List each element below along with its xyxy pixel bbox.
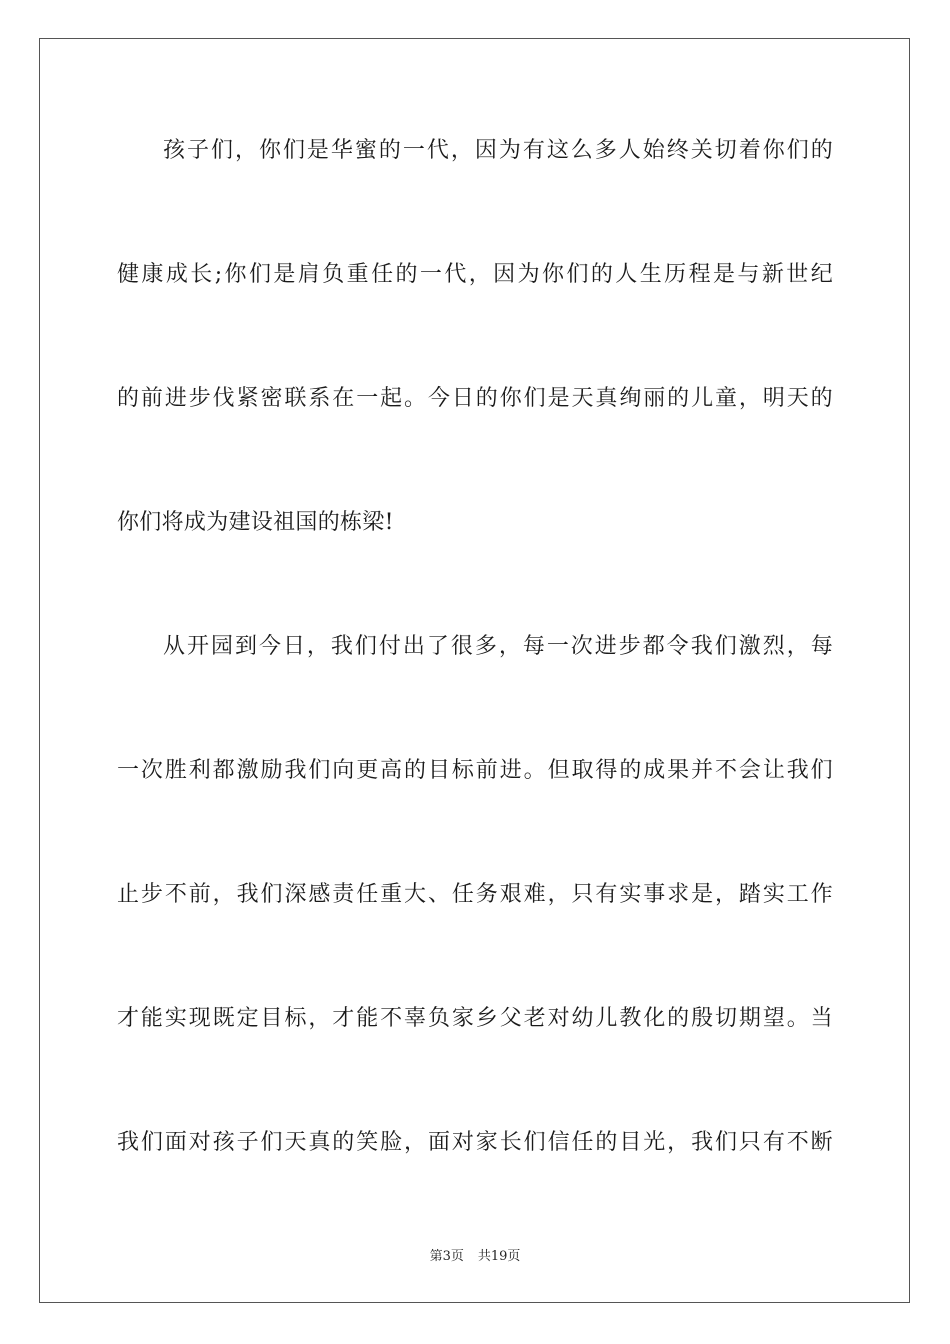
paragraph-2-line-4: 才能实现既定目标，才能不辜负家乡父老对幼儿教化的殷切期望。当 <box>117 1006 833 1031</box>
paragraph-1-line-2: 健康成长;你们是肩负重任的一代，因为你们的人生历程是与新世纪 <box>117 262 833 287</box>
page-border <box>39 38 910 1303</box>
paragraph-2-line-5: 我们面对孩子们天真的笑脸，面对家长们信任的目光，我们只有不断 <box>117 1130 833 1155</box>
page-footer <box>0 1248 950 1266</box>
paragraph-1-line-1: 孩子们，你们是华蜜的一代，因为有这么多人始终关切着你们的 <box>163 138 833 163</box>
paragraph-2-line-2: 一次胜利都激励我们向更高的目标前进。但取得的成果并不会让我们 <box>117 758 833 783</box>
paragraph-2-line-3: 止步不前，我们深感责任重大、任务艰难，只有实事求是，踏实工作 <box>117 882 833 907</box>
total-pages: 共19页 <box>477 1249 521 1264</box>
page-number: 第3页 <box>429 1249 464 1264</box>
paragraph-1-line-4: 你们将成为建设祖国的栋梁! <box>117 510 394 535</box>
paragraph-2-line-1: 从开园到今日，我们付出了很多，每一次进步都令我们激烈，每 <box>163 634 833 659</box>
paragraph-1-line-3: 的前进步伐紧密联系在一起。今日的你们是天真绚丽的儿童，明天的 <box>117 386 833 411</box>
